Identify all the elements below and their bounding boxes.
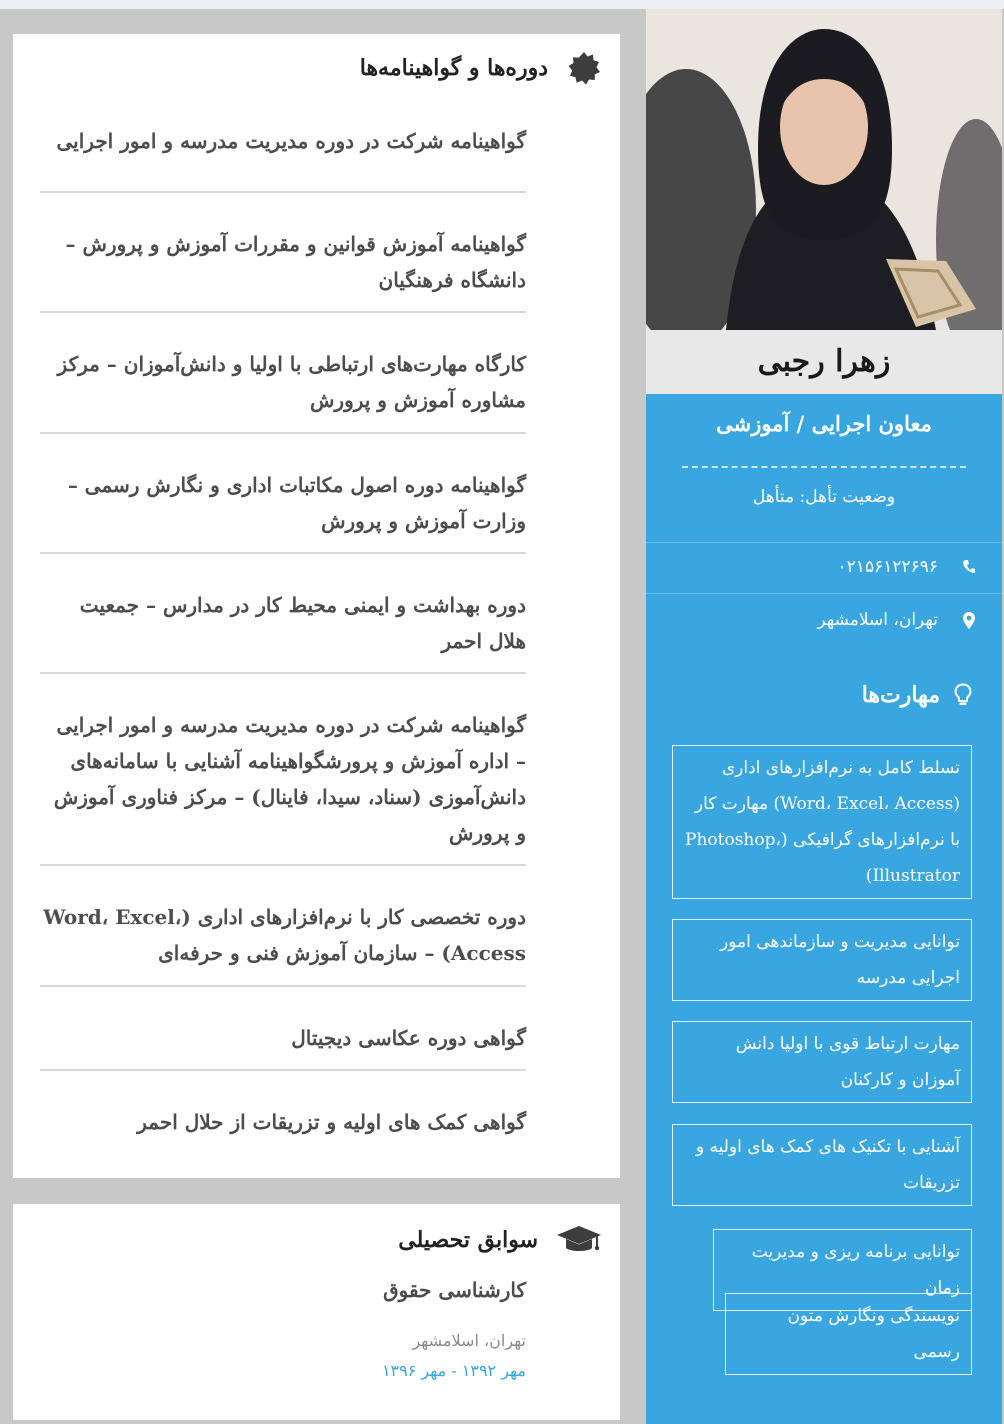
certificate-item: گواهینامه شرکت در دوره مدیریت مدرسه و امور اجرایی – اداره آموزش و پرورشگواهینامه آشنایی با سامانه‌های دانش‌آموزی (سناد، سیدا، فاینال) – مرکز فناوری آموزش و پرورش	[53, 713, 526, 845]
divider	[40, 432, 526, 434]
education-location: تهران، اسلامشهر	[412, 1331, 526, 1350]
skill-item: تسلط کامل به نرم‌افزارهای اداری (Word، Excel، Access) مهارت کار با نرم‌افزارهای گرافیکی (Photoshop، Illustrator)	[672, 745, 972, 899]
education-date: مهر ۱۳۹۲ - مهر ۱۳۹۶	[381, 1361, 526, 1380]
certificates-heading	[360, 46, 602, 90]
dashed-divider	[682, 466, 966, 468]
divider	[40, 672, 526, 674]
profile-photo	[646, 9, 1002, 330]
skill-item: توانایی برنامه ریزی و مدیریت زمان	[713, 1229, 972, 1311]
divider	[40, 552, 526, 554]
certificates-card	[13, 34, 620, 1178]
phone-row	[838, 552, 978, 582]
certificate-item: گواهینامه آموزش قوانین و مقررات آموزش و پرورش – دانشگاه فرهنگیان	[65, 232, 526, 292]
certificate-item: گواهینامه دوره اصول مکاتبات اداری و نگارش رسمی – وزارت آموزش و پرورش	[67, 473, 526, 533]
divider	[40, 191, 526, 193]
location-pin-icon	[960, 612, 978, 629]
skill-item: توانایی مدیریت و سازماندهی امور اجرایی مدرسه	[672, 919, 972, 1001]
lightbulb-icon	[954, 683, 972, 707]
profile-photo-illustration	[646, 9, 1002, 330]
certificate-item: دوره بهداشت و ایمنی محیط کار در مدارس – جمعیت هلال احمر	[79, 593, 526, 653]
location-text: تهران، اسلامشهر	[817, 610, 938, 630]
certificate-item: گواهینامه شرکت در دوره مدیریت مدرسه و امور اجرایی	[56, 129, 526, 153]
certificates-title: دوره‌ها و گواهینامه‌ها	[359, 55, 548, 81]
divider	[40, 864, 526, 866]
top-bar	[0, 0, 1004, 9]
degree: کارشناسی حقوق	[383, 1278, 526, 1302]
divider	[646, 542, 1002, 543]
phone-number[interactable]: ۰۲۱۵۶۱۲۲۶۹۶	[837, 557, 938, 577]
divider	[40, 311, 526, 313]
certificate-item: گواهی کمک های اولیه و تزریقات از حلال احمر	[137, 1110, 526, 1134]
certificate-item: کارگاه مهارت‌های ارتباطی با اولیا و دانش‌آموزان – مرکز مشاوره آموزش و پرورش	[57, 352, 526, 412]
divider	[646, 593, 1002, 594]
marital-status: وضعیت تأهل: متأهل	[752, 487, 896, 507]
divider	[40, 985, 526, 987]
certificate-item: گواهی دوره عکاسی دیجیتال	[291, 1026, 526, 1050]
skill-item: نویسندگی ونگارش متون رسمی	[725, 1293, 972, 1375]
skills-title: مهارت‌ها	[861, 682, 940, 708]
location-row	[817, 605, 978, 635]
profile-name: زهرا رجبی	[646, 330, 1002, 394]
certificate-item: دوره تخصصی کار با نرم‌افزارهای اداری (Word، Excel، Access) – سازمان آموزش فنی و حرفه‌ای	[43, 905, 526, 965]
skill-item: مهارت ارتباط قوی با اولیا دانش آموزان و کارکنان	[672, 1021, 972, 1103]
education-card	[13, 1204, 620, 1420]
divider	[40, 1069, 526, 1071]
phone-icon	[960, 559, 978, 575]
education-title: سوابق تحصیلی	[398, 1227, 538, 1253]
skill-item: آشنایی با تکنیک های کمک های اولیه و تزریقات	[672, 1124, 972, 1206]
skills-heading	[862, 677, 972, 713]
graduation-cap-icon	[556, 1224, 602, 1256]
profile-sidebar	[646, 9, 1002, 1424]
job-title: معاون اجرایی / آموزشی	[716, 411, 932, 436]
education-heading	[398, 1218, 602, 1262]
badge-icon	[566, 50, 602, 86]
